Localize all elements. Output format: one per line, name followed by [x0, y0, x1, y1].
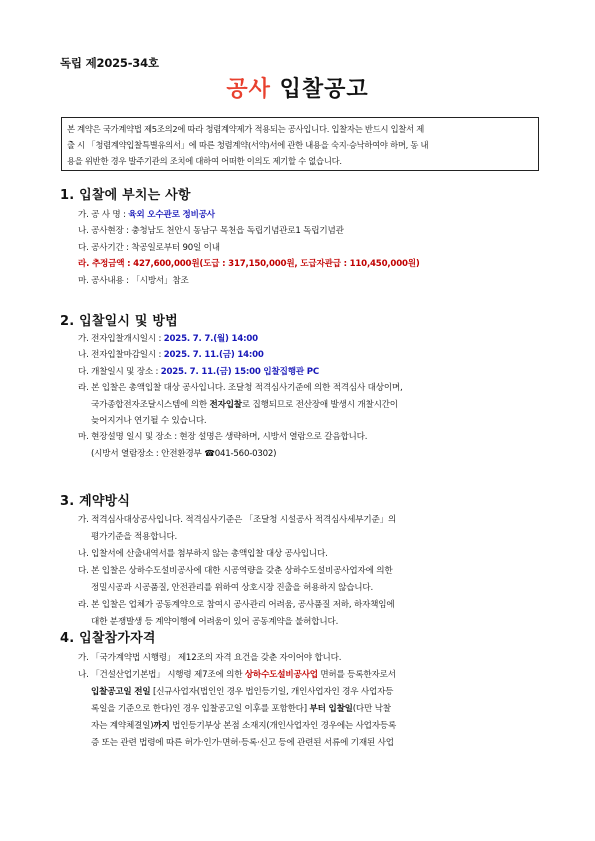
bid-close-value: 2025. 7. 11.(금) 14:00 [163, 350, 264, 361]
contract-row: 정밀시공과 시공품질, 안전관리를 위하여 상호시장 진출을 허용하지 않습니다. [91, 583, 374, 593]
qualification-row [78, 667, 396, 684]
bid-close-label: 나. 전자입찰마감일시 : [78, 350, 164, 361]
site-row: 나. 공사현장 : 충청남도 천안시 동남구 목천읍 독립기념관로1 독립기념관 [78, 226, 344, 237]
estimated-amount-row: 라. 추정금액 : 427,600,000원(도급 : 317,150,000원, 도급자관급 : 110,450,000원) [78, 259, 420, 270]
site-briefing-row: 마. 현장설명 일시 및 장소 : 현장 설명은 생략하며, 시방서 열람으로 갈음합니다. [78, 432, 368, 443]
bid-open-label: 가. 전자입찰개시일시 : [78, 334, 164, 344]
contract-row: 평가기준을 적용합니다. [91, 532, 178, 542]
title-red-part: 공사 [226, 77, 271, 102]
opening-value: 2025. 7. 11.(금) 15:00 입찰집행관 PC [160, 366, 319, 377]
bid-open-value: 2025. 7. 7.(월) 14:00 [163, 334, 258, 344]
date-emphasis: 입찰공고일 전일 [91, 687, 151, 697]
qualification-row: 증 또는 관련 법령에 따른 허가·인가·면허·등록·신고 등에 관련된 서류에 기재된 사업 [91, 738, 394, 748]
qualification-text: (다만 낙찰 [352, 704, 391, 714]
bid-open-row [78, 331, 403, 347]
bid-close-row [78, 347, 403, 363]
date-emphasis: 까지 [153, 721, 170, 731]
contract-row: 라. 본 입찰은 업체가 공동계약으로 참여시 공사관리 어려움, 공사품질 저하, 하자책임에 [78, 600, 395, 610]
integrity-notice-box [61, 117, 539, 171]
contract-row: 가. 적격심사대상공사입니다. 적격심사기준은 「조달청 시설공사 적격심사세부기준」의 [78, 515, 397, 525]
notice-line: 본 계약은 국가계약법 제5조의2에 따라 청렴계약제가 적용되는 공사입니다. 입찰자는 반드시 입찰서 제 [67, 124, 425, 134]
section-4-items [78, 650, 396, 752]
section-3-heading: 3. 계약방식 [60, 494, 131, 509]
section-4-heading: 4. 입찰참가자격 [60, 631, 156, 646]
section-1-heading: 1. 입찰에 부치는 사항 [60, 188, 191, 203]
section-3-items [78, 512, 396, 631]
method-row-2 [78, 397, 403, 413]
method-row-1: 라. 본 입찰은 총액입찰 대상 공사입니다. 조달청 적격심사기준에 의한 적격심사 대상이며, [78, 383, 403, 394]
opening-row [78, 364, 403, 380]
section-1-items [78, 207, 420, 289]
content-row: 마. 공사내용 : 「시방서」참조 [78, 275, 189, 286]
qualification-text: 록일을 기준으로 한다)인 경우 입찰공고일 이후를 포함한다] [91, 704, 310, 714]
section-2-items [78, 331, 403, 462]
method-text: 로 집행되므로 전산장애 발생시 개찰시간이 [241, 399, 398, 410]
opening-label: 다. 개찰일시 및 장소 : [78, 366, 161, 377]
page-title [0, 72, 595, 103]
qualification-row: 가. 「국가계약법 시행령」 제12조의 자격 요건을 갖춘 자이어야 합니다. [78, 653, 342, 663]
document-number: 독립 제2025-34호 [60, 56, 159, 70]
project-name-value: 육외 오수관로 정비공사 [128, 210, 215, 220]
section-2-heading: 2. 입찰일시 및 방법 [60, 314, 178, 329]
contract-row: 대한 분쟁발생 등 계약이행에 어려움이 있어 공동계약을 불허합니다. [91, 617, 339, 627]
qualification-text: 자는 계약체결일) [91, 721, 154, 731]
qualification-text: 법인등기부상 본점 소재지(개인사업자인 경우에는 사업자등록 [169, 721, 397, 731]
qualification-row [78, 684, 396, 701]
notice-line: 용을 위반한 경우 발주기관의 조치에 대하여 어떠한 이의도 제기할 수 없습니다. [67, 156, 342, 166]
spec-viewing-row: (시방서 열람장소 : 안전환경부 ☎041-560-0302) [91, 448, 277, 459]
qualification-text: 나. 「건설산업기본법」 시행령 제7조에 의한 [78, 670, 245, 680]
contract-row: 나. 입찰서에 산출내역서를 첨부하지 않는 총액입찰 대상 공사입니다. [78, 549, 328, 559]
project-name-label: 가. 공 사 명 : [78, 210, 129, 220]
date-emphasis: 부터 입찰일 [309, 704, 353, 714]
period-row: 다. 공사기간 : 착공일로부터 90일 이내 [78, 242, 220, 253]
project-name-row [78, 207, 420, 223]
qualification-row [78, 701, 396, 718]
qualification-text: 면허를 등록한자로서 [317, 670, 396, 680]
notice-line: 출 시 「청렴계약입찰특별유의서」에 따른 청렴계약(서약)서에 관한 내용을 숙지·승낙하여야 하며, 동 내 [67, 140, 429, 150]
title-rest: 입찰공고 [270, 77, 369, 102]
method-row-3: 늦어지거나 연기될 수 있습니다. [91, 416, 207, 427]
contract-row: 다. 본 입찰은 상하수도설비공사에 대한 시공역량을 갖춘 상하수도설비공사업자에 의한 [78, 566, 393, 576]
license-type-emphasis: 상하수도설비공사업 [244, 670, 318, 680]
qualification-row [78, 718, 396, 735]
e-bid-emphasis: 전자입찰 [209, 399, 242, 410]
method-text: 국가종합전자조달시스템에 의한 [91, 399, 210, 410]
qualification-text: [신규사업자(법인인 경우 법인등기일, 개인사업자인 경우 사업자등 [150, 687, 394, 697]
